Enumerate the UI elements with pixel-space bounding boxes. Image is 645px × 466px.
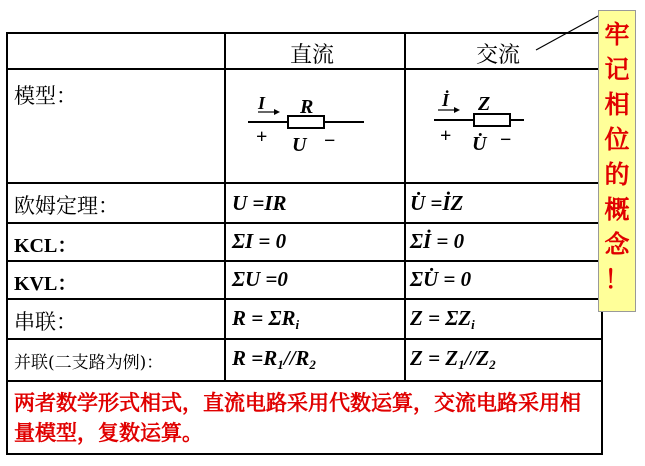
row-divider: [6, 338, 603, 340]
callout-line: [532, 14, 602, 54]
row-label-series: 串联：: [14, 310, 77, 334]
conclusion-text: 两者数学形式相式，直流电路采用代数运算，交流电路采用相量模型，复数运算。: [14, 390, 581, 445]
series-dc-subscript: i: [295, 317, 300, 332]
dc-element-label: R: [300, 96, 314, 118]
reminder-note: [598, 10, 636, 312]
reminder-note-text: 牢 记 相 位 的 概 念 ！: [604, 20, 630, 294]
row-label-parallel: 并联(二支路为例)：: [14, 353, 164, 373]
parallel-ac-sub1: 1: [458, 357, 465, 372]
dc-model-diagram: [240, 95, 380, 165]
kvl-ac-formula: ΣU̇ = 0: [410, 267, 472, 291]
header-ac: 交流: [476, 43, 521, 68]
kvl-dc-formula: ΣU =0: [232, 267, 288, 291]
ac-plus-label: +: [440, 125, 452, 147]
series-ac-formula: [410, 306, 475, 333]
kcl-ac-formula: Σİ = 0: [410, 229, 465, 253]
dc-voltage-label: U: [292, 134, 307, 156]
series-ac-main: Z = ΣZ: [410, 306, 472, 330]
ac-element-label: Z: [478, 93, 491, 115]
header-dc: 直流: [290, 43, 335, 68]
parallel-dc-formula: [232, 346, 316, 373]
parallel-ac-a: Z = Z: [410, 346, 459, 370]
parallel-dc-sub2: 2: [309, 357, 316, 372]
row-divider: [6, 260, 603, 262]
ac-model-diagram: [428, 90, 568, 160]
row-divider: [6, 222, 603, 224]
dc-current-label: I: [258, 95, 266, 113]
series-dc-main: R = ΣR: [232, 306, 296, 330]
column-divider-2: [404, 32, 406, 382]
ohm-ac-formula: U̇ =İZ: [410, 191, 464, 215]
ac-voltage-label: U̇: [472, 133, 487, 155]
row-label-model: 模型：: [14, 84, 77, 108]
ac-minus-label: −: [500, 129, 512, 151]
ac-current-label: İ: [442, 90, 450, 110]
row-label-kvl: KVL：: [14, 273, 78, 295]
dc-plus-label: +: [256, 126, 268, 148]
kcl-dc-formula: ΣI = 0: [232, 229, 287, 253]
parallel-ac-sub2: 2: [489, 357, 496, 372]
parallel-dc-a: R =R: [232, 346, 278, 370]
parallel-dc-sub1: 1: [277, 357, 284, 372]
row-divider: [6, 182, 603, 184]
ohm-dc-formula: U =IR: [232, 191, 287, 215]
parallel-ac-b: //Z: [464, 346, 490, 370]
series-ac-subscript: i: [471, 317, 475, 332]
row-label-kcl: KCL：: [14, 235, 78, 257]
parallel-ac-formula: [410, 346, 496, 373]
column-divider-1: [224, 32, 226, 382]
row-label-ohm: 欧姆定理：: [14, 194, 119, 218]
row-divider: [6, 298, 603, 300]
parallel-dc-b: //R: [283, 346, 310, 370]
series-dc-formula: [232, 306, 299, 333]
dc-minus-label: −: [324, 130, 336, 152]
row-divider: [6, 380, 603, 382]
